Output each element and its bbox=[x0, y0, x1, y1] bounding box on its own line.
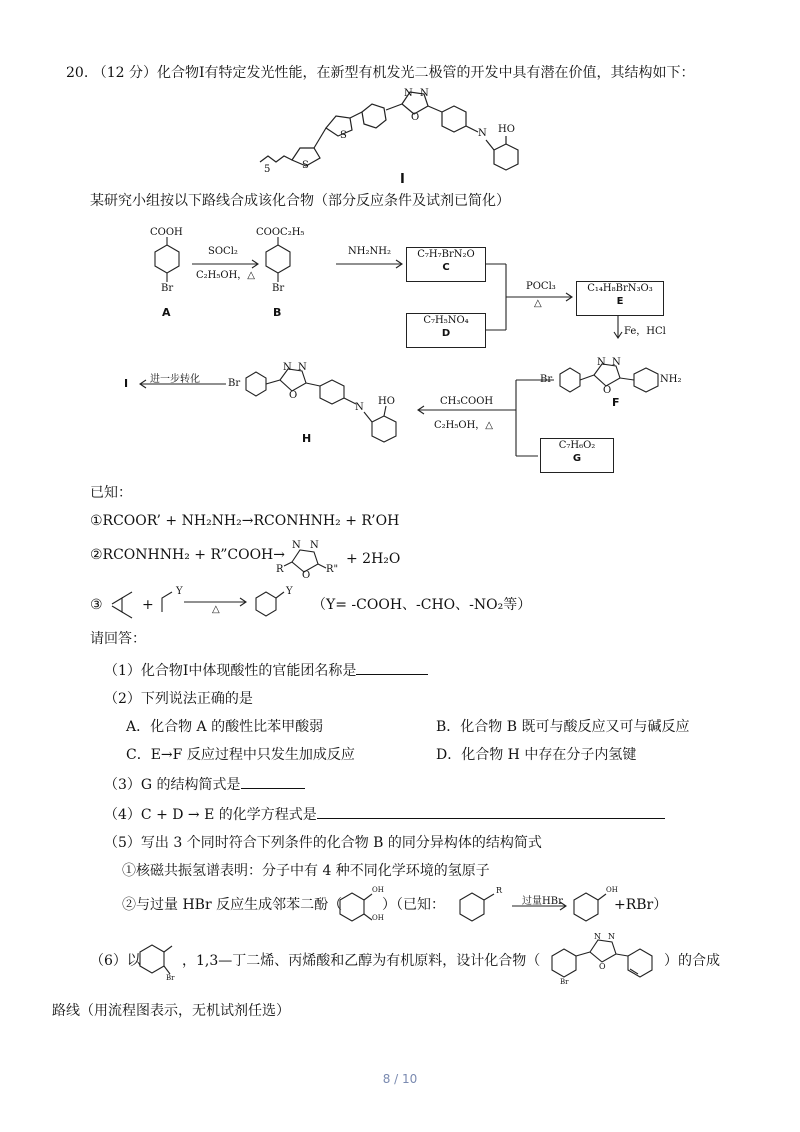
q3-text: （3）G 的结构简式是 bbox=[104, 777, 241, 793]
catechol-oh2: OH bbox=[372, 914, 384, 922]
known-reaction-1: ①RCOOR’ + NH₂NH₂→RCONHNH₂ + R’OH bbox=[90, 513, 400, 529]
q4-text: （4）C + D → E 的化学方程式是 bbox=[104, 807, 317, 823]
r2-R: R bbox=[276, 564, 284, 575]
q6-target-bromo: Br bbox=[560, 978, 569, 986]
H-ring-O: O bbox=[289, 390, 298, 401]
q6-part-a: （6）以 bbox=[90, 953, 141, 969]
r3-condition: △ bbox=[212, 604, 220, 615]
F-bromo: Br bbox=[540, 374, 553, 385]
E-label: E bbox=[616, 296, 624, 307]
C-formula: C₇H₇BrN₂O bbox=[417, 249, 475, 260]
r2-R2: R" bbox=[326, 564, 339, 575]
q5-condition-2: ②与过量 HBr 反应生成邻苯二酚（ bbox=[122, 897, 343, 913]
question-intro: 化合物Ⅰ有特定发光性能，在新型有机发光二极管的开发中具有潜在价值，其结构如下： bbox=[156, 65, 695, 81]
r2-ring-O: O bbox=[302, 570, 311, 581]
D-formula: C₇H₅NO₄ bbox=[423, 315, 469, 326]
H-hydroxyl: HO bbox=[378, 396, 395, 407]
step6-condition: 进一步转化 bbox=[150, 374, 200, 385]
step3-reagent: POCl₃ bbox=[526, 281, 556, 292]
q6-part-c: ）的合成 bbox=[664, 953, 720, 969]
q5-condition-2-mid: ）（已知： bbox=[382, 897, 445, 913]
H-label: H bbox=[302, 432, 312, 445]
phenol-oh: OH bbox=[606, 886, 618, 894]
q6-reactant-bromo: Br bbox=[166, 974, 175, 982]
q2-option-b: B．化合物 B 既可与酸反应又可与碱反应 bbox=[436, 719, 690, 735]
r2-ring-N2: N bbox=[310, 540, 319, 551]
pentyl-subscript: 5 bbox=[264, 164, 271, 175]
step1-reagent: SOCl₂ bbox=[208, 246, 238, 257]
known-title: 已知： bbox=[90, 485, 132, 501]
A-group-bottom: Br bbox=[161, 283, 174, 294]
r2-ring-N1: N bbox=[292, 540, 301, 551]
H-imine-N: N bbox=[355, 402, 364, 413]
G-label: G bbox=[572, 453, 582, 464]
E-formula: C₁₄H₈BrN₃O₃ bbox=[587, 283, 653, 294]
A-label: A bbox=[162, 306, 171, 319]
H-ring-N1: N bbox=[283, 362, 292, 373]
step1-condition: C₂H₅OH，△ bbox=[196, 270, 255, 281]
q6-part-b: ，1,3—丁二烯、丙烯酸和乙醇为有机原料，设计化合物（ bbox=[182, 953, 541, 969]
I-ring-N1: N bbox=[404, 88, 413, 99]
q6-ring-N1: N bbox=[594, 932, 601, 941]
B-group-top: COOC₂H₅ bbox=[256, 227, 305, 238]
I-ring-N2: N bbox=[420, 88, 429, 99]
q5: （5）写出 3 个同时符合下列条件的化合物 B 的同分异构体的结构简式 bbox=[104, 835, 542, 851]
question-points: （12 分） bbox=[92, 65, 157, 81]
D-label: D bbox=[441, 328, 451, 339]
r3-Y2: Y bbox=[286, 586, 293, 597]
F-ring-N1: N bbox=[597, 357, 606, 368]
q6-ring-N2: N bbox=[608, 932, 615, 941]
step5-reagent: CH₃COOH bbox=[440, 396, 494, 407]
I-label: I bbox=[124, 377, 129, 390]
r3-plus: + bbox=[142, 597, 154, 613]
B-group-bottom: Br bbox=[272, 283, 285, 294]
step4-reagent: Fe，HCl bbox=[624, 326, 666, 337]
q6-part-d: 路线（用流程图表示，无机试剂任选） bbox=[52, 1003, 290, 1019]
F-ring-O: O bbox=[603, 385, 612, 396]
answer-intro: 请回答： bbox=[90, 631, 146, 647]
known-reaction-2-left: ②RCONHNH₂ + R”COOH→ bbox=[90, 547, 285, 563]
q2-option-d: D．化合物 H 中存在分子内氢键 bbox=[436, 747, 637, 763]
q2: （2）下列说法正确的是 bbox=[104, 691, 253, 707]
F-ring-N2: N bbox=[612, 357, 621, 368]
q2-option-a: A．化合物 A 的酸性比苯甲酸弱 bbox=[126, 719, 324, 735]
route-intro: 某研究小组按以下路线合成该化合物（部分反应条件及试剂已简化） bbox=[90, 193, 510, 209]
known-reaction-3-note: （Y= -COOH、-CHO、-NO₂等） bbox=[312, 597, 532, 613]
H-bromo: Br bbox=[228, 378, 241, 389]
step5-condition: C₂H₅OH，△ bbox=[434, 420, 493, 431]
q5-condition-1: ①核磁共振氢谱表明：分子中有 4 种不同化学环境的氢原子 bbox=[122, 863, 490, 879]
r3-num: ③ bbox=[90, 597, 103, 613]
q5-reagent: 过量HBr bbox=[522, 896, 563, 907]
q6-ring-O: O bbox=[599, 962, 606, 971]
I-imine-N: N bbox=[478, 128, 487, 139]
G-formula: C₇H₆O₂ bbox=[558, 440, 596, 451]
thiophene2-S: S bbox=[340, 130, 347, 141]
page-number: 8 / 10 bbox=[382, 1072, 418, 1086]
known-reaction-2-right: + 2H₂O bbox=[346, 551, 401, 567]
r3-Y1: Y bbox=[176, 586, 183, 597]
catechol-oh1: OH bbox=[372, 886, 384, 894]
C-label: C bbox=[442, 262, 450, 273]
A-group-top: COOH bbox=[150, 227, 183, 238]
q5-R: R bbox=[496, 886, 503, 895]
F-label: F bbox=[612, 396, 620, 409]
H-ring-N2: N bbox=[298, 362, 307, 373]
step2-reagent: NH₂NH₂ bbox=[348, 246, 391, 257]
I-hydroxyl: HO bbox=[498, 124, 515, 135]
step3-condition: △ bbox=[534, 298, 542, 309]
B-label: B bbox=[273, 306, 282, 319]
q2-option-c: C．E→F 反应过程中只发生加成反应 bbox=[126, 747, 355, 763]
q5-condition-2-end: +RBr） bbox=[614, 897, 668, 913]
compound-i-label: Ⅰ bbox=[400, 172, 405, 187]
I-ring-O: O bbox=[411, 112, 420, 123]
thiophene1-S: S bbox=[302, 160, 309, 171]
F-amino: NH₂ bbox=[660, 374, 682, 385]
q1-text: （1）化合物Ⅰ中体现酸性的官能团名称是 bbox=[104, 663, 357, 679]
question-number: 20. bbox=[66, 65, 89, 81]
